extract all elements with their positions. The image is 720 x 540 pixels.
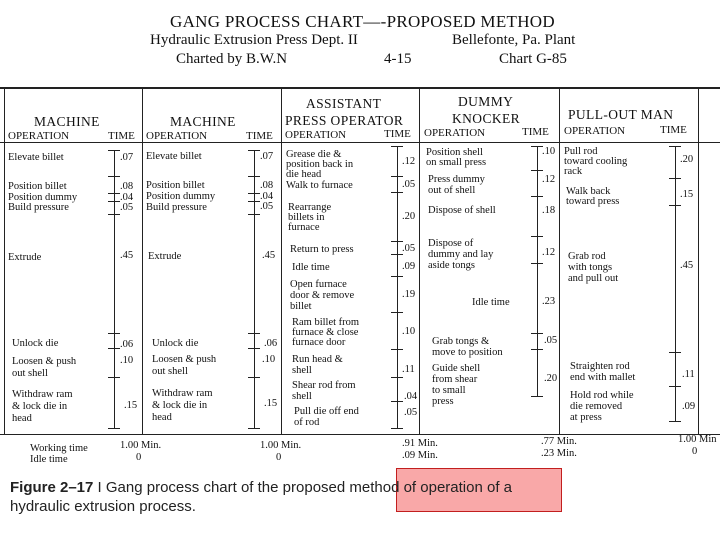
time-value: .10 xyxy=(542,146,556,157)
figure-number: Figure 2–17 xyxy=(10,479,94,496)
time-value: .20 xyxy=(544,373,558,384)
time-value: .11 xyxy=(682,369,695,380)
time-axis xyxy=(114,150,115,428)
operation-elevate-billet: Elevate billet xyxy=(8,152,64,163)
operation-withdraw-ram: Withdraw ram xyxy=(12,389,73,400)
chart-number: Chart G-85 xyxy=(499,51,567,67)
operation-idle-time: Idle time xyxy=(292,262,330,273)
operation-grab-rod: Grab rod xyxy=(568,251,606,262)
operation-unlock-die: Unlock die xyxy=(152,338,199,349)
time-value: .04 xyxy=(404,391,418,402)
operation-position-billet: Position billet xyxy=(8,181,67,192)
time-axis xyxy=(675,146,676,422)
operation-build-pressure: Build pressure xyxy=(146,202,207,213)
department-line: Hydraulic Extrusion Press Dept. II xyxy=(150,32,358,48)
time-value: .05 xyxy=(260,201,274,212)
operation-hold-rod: Hold rod while xyxy=(570,390,634,401)
operation-grease-die: Grease die & xyxy=(286,149,342,160)
operation-position-billet: Position billet xyxy=(146,180,205,191)
time-value: .06 xyxy=(264,338,278,349)
time-value: .12 xyxy=(542,174,556,185)
col-divider-1 xyxy=(142,87,143,435)
operation-loosen-push: Loosen & push xyxy=(12,356,77,367)
operation-guide-shell: Guide shell xyxy=(432,363,481,374)
operation-dispose-dummy: Dispose of xyxy=(428,238,474,249)
operation-grab-tongs: Grab tongs & xyxy=(432,336,490,347)
operation-withdraw-ram: Withdraw ram xyxy=(152,388,213,399)
total-idle-machine-2: 0 xyxy=(276,452,282,463)
time-value: .07 xyxy=(260,151,274,162)
operation-extrude: Extrude xyxy=(148,251,182,262)
operation-open-furnace-door: Open furnace xyxy=(290,279,347,290)
time-value: .05 xyxy=(402,179,416,190)
time-axis xyxy=(254,150,255,428)
operation-pull-die-off: Pull die off end xyxy=(294,406,359,417)
operation-position-dummy: Position dummy xyxy=(8,192,78,203)
total-working-machine-2: 1.00 Min. xyxy=(260,440,302,451)
operation-unlock-die: Unlock die xyxy=(12,338,59,349)
time-value: .05 xyxy=(404,407,418,418)
time-value: .09 xyxy=(402,261,416,272)
time-value: .45 xyxy=(680,260,694,271)
time-value: .09 xyxy=(682,401,696,412)
operation-position-dummy: Position dummy xyxy=(146,191,216,202)
time-value: .06 xyxy=(120,339,134,350)
plant-name: Bellefonte, Pa. Plant xyxy=(452,32,576,48)
time-value: .12 xyxy=(542,247,556,258)
operation-dispose-shell: Dispose of shell xyxy=(428,205,496,216)
header-divider xyxy=(0,142,720,143)
time-value: .10 xyxy=(262,354,276,365)
time-value: .05 xyxy=(544,335,558,346)
caption-text-2: of operation of a xyxy=(403,479,513,496)
time-value: .23 xyxy=(542,296,556,307)
caption-highlighted-phrase: proposed method xyxy=(282,479,400,496)
time-axis xyxy=(397,146,398,428)
total-idle-dummy-knocker: .23 Min. xyxy=(541,448,577,459)
time-value: .04 xyxy=(120,192,134,203)
charted-by: Charted by B.W.N xyxy=(176,51,288,67)
time-value: .10 xyxy=(402,326,416,337)
time-value: .20 xyxy=(402,211,416,222)
total-working-pull-out-man: 1.00 Min xyxy=(678,434,717,445)
time-value: .12 xyxy=(402,156,416,167)
time-axis xyxy=(537,146,538,396)
operation-shear-rod: Shear rod from xyxy=(292,380,356,391)
caption-separator: I xyxy=(97,479,102,496)
col-divider-2 xyxy=(281,87,282,435)
table-bottom-border xyxy=(0,434,720,435)
idle-time-label: Idle time xyxy=(30,454,68,465)
time-value: .04 xyxy=(260,191,274,202)
time-value: .15 xyxy=(680,189,694,200)
caption-text-1: Gang process chart of the xyxy=(105,479,279,496)
chart-title: GANG PROCESS CHART—-PROPOSED METHOD xyxy=(170,12,555,31)
time-value: .20 xyxy=(680,154,694,165)
operation-position-shell: Position shell xyxy=(426,147,483,158)
time-value: .18 xyxy=(542,205,556,216)
time-value: .05 xyxy=(402,243,416,254)
total-working-assistant: .91 Min. xyxy=(402,438,438,449)
operation-return-to-press: Return to press xyxy=(290,244,354,255)
operation-straighten-rod: Straighten rod xyxy=(570,361,630,372)
table-top-border xyxy=(0,87,720,89)
time-value: .45 xyxy=(262,250,276,261)
operation-press-dummy: Press dummy xyxy=(428,174,485,185)
operation-pull-rod: Pull rod xyxy=(564,146,598,157)
operation-loosen-push: Loosen & push xyxy=(152,354,217,365)
col-divider-4 xyxy=(559,87,560,435)
time-value: .08 xyxy=(260,180,274,191)
operation-walk-back: Walk back xyxy=(566,186,611,197)
time-value: .11 xyxy=(402,364,415,375)
time-value: .19 xyxy=(402,289,416,300)
working-time-label: Working time xyxy=(30,443,88,454)
figure-caption xyxy=(10,478,512,516)
total-idle-assistant: .09 Min. xyxy=(402,450,438,461)
operation-elevate-billet: Elevate billet xyxy=(146,151,202,162)
total-idle-pull-out-man: 0 xyxy=(692,446,698,457)
caption-line-2: hydraulic extrusion process. xyxy=(10,498,196,515)
operation-build-pressure: Build pressure xyxy=(8,202,69,213)
operation-extrude: Extrude xyxy=(8,252,42,263)
time-value: .08 xyxy=(120,181,134,192)
total-working-machine-1: 1.00 Min. xyxy=(120,440,162,451)
operation-walk-to-furnace: Walk to furnace xyxy=(286,180,353,191)
operation-run-head-shell: Run head & xyxy=(292,354,343,365)
table-left-border xyxy=(4,87,5,435)
time-value: .45 xyxy=(120,250,134,261)
time-value: .15 xyxy=(264,398,278,409)
operation-idle-time: Idle time xyxy=(472,297,510,308)
operation-rearrange-billets: Rearrange xyxy=(288,202,332,213)
time-value: .05 xyxy=(120,202,134,213)
chart-date: 4-15 xyxy=(384,51,412,67)
time-value: .15 xyxy=(124,400,138,411)
time-value: .10 xyxy=(120,355,134,366)
total-idle-machine-1: 0 xyxy=(136,452,142,463)
total-working-dummy-knocker: .77 Min. xyxy=(541,436,577,447)
operation-ram-billet: Ram billet from xyxy=(292,317,360,328)
table-right-border xyxy=(698,87,699,435)
time-value: .07 xyxy=(120,152,134,163)
col-divider-3 xyxy=(419,87,420,435)
